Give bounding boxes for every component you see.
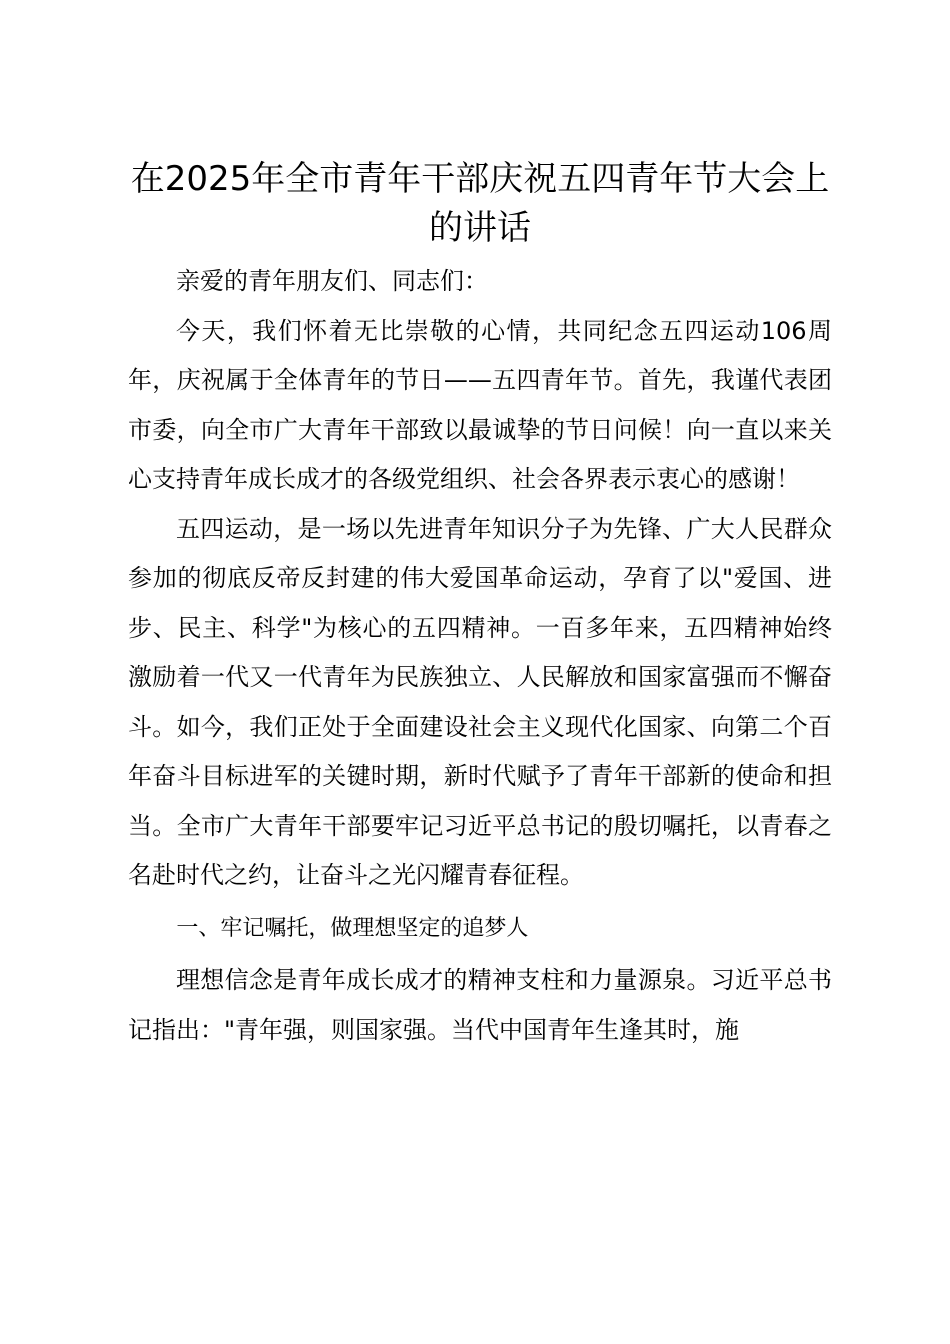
salutation: 亲爱的青年朋友们、同志们： <box>176 267 488 295</box>
document-title: 在2025年全市青年干部庆祝五四青年节大会上的讲话 <box>130 159 830 248</box>
body-paragraph-1: 今天，我们怀着无比崇敬的心情，共同纪念五四运动106周年，庆祝属于全体青年的节日——五四青年节。首先，我谨代表团市委，向全市广大青年干部致以最诚挚的节日问候！向一直以来关心支持青年成长成才的各级党组织、社会各界表示衷心的感谢！ <box>128 316 832 493</box>
body-paragraph-2: 五四运动，是一场以先进青年知识分子为先锋、广大人民群众参加的彻底反帝反封建的伟大爱国革命运动，孕育了以"爱国、进步、民主、科学"为核心的五四精神。一百多年来，五四精神始终激励着一代又一代青年为民族独立、人民解放和国家富强而不懈奋斗。如今，我们正处于全面建设社会主义现代化国家、向第二个百年奋斗目标进军的关键时期，新时代赋予了青年干部新的使命和担当。全市广大青年干部要牢记习近平总书记的殷切嘱托，以青春之名赴时代之约，让奋斗之光闪耀青春征程。 <box>128 514 832 889</box>
section-heading: 一、牢记嘱托，做理想坚定的追梦人 <box>176 915 529 941</box>
section-paragraph: 理想信念是青年成长成才的精神支柱和力量源泉。习近平总书记指出："青年强，则国家强。当代中国青年生逢其时，施 <box>128 966 832 1044</box>
document-page <box>128 155 832 1055</box>
